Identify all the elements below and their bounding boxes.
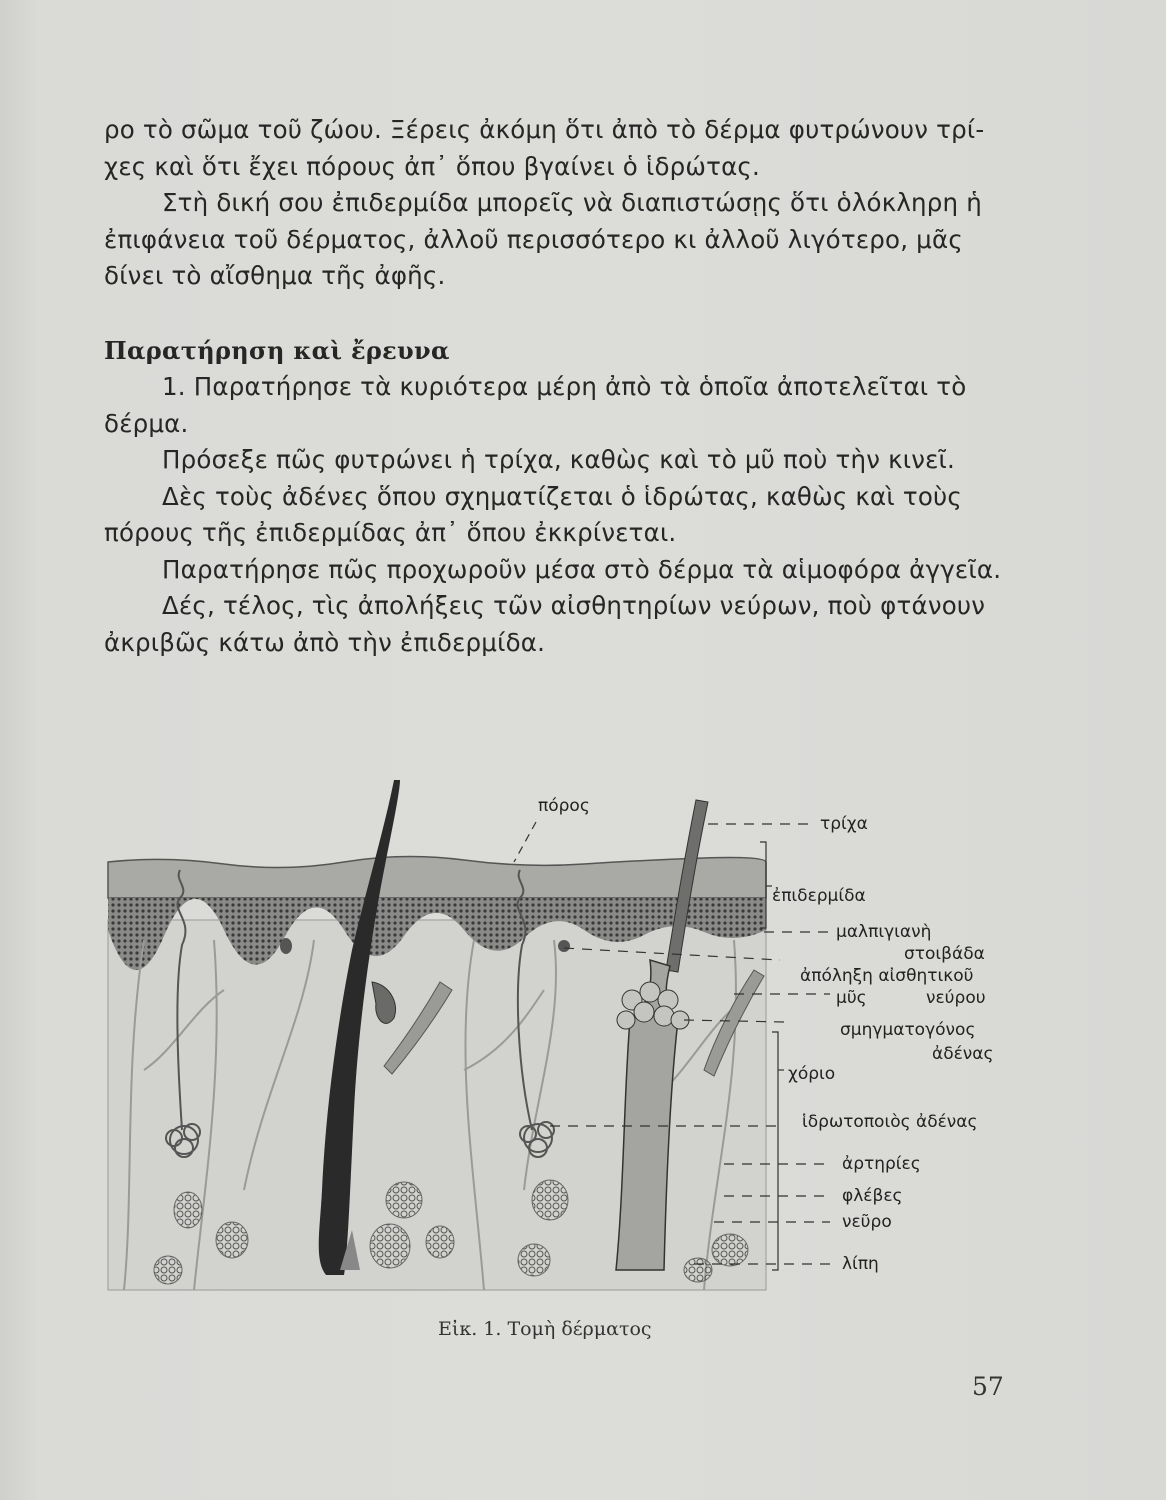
label-malpighian-layer: στοιβάδα	[904, 944, 985, 964]
label-veins: φλέβες	[842, 1186, 903, 1206]
label-fat: λίπη	[842, 1254, 879, 1274]
label-nerve-ending: ἀπόληξη αἰσθητικοῦ	[800, 966, 974, 986]
instruction-1: 1. Παρατήρησε τὰ κυριότερα μέρη ἀπὸ τὰ ὁποῖα ἀποτελεῖται τὸ δέρμα.	[104, 372, 967, 438]
label-nerve-ending-2: νεύρου	[926, 988, 986, 1008]
label-arteries: ἀρτηρίες	[842, 1154, 921, 1174]
instruction-4: Παρατήρησε πῶς προχωροῦν μέσα στὸ δέρμα τὰ αἱμοφόρα ἀγγεῖα.	[162, 554, 1002, 584]
epidermis-layer	[108, 856, 766, 898]
skin-diagram	[104, 770, 1044, 1310]
instruction-3: Δὲς τοὺς ἀδένες ὅπου σχηματίζεται ὁ ἱδρώτας, καθὼς καὶ τοὺς πόρους τῆς ἐπιδερμίδας ἀπ᾽ ὅπου ἐκκρίνεται.	[104, 481, 962, 547]
paragraph-1: ρο τὸ σῶμα τοῦ ζώου. Ξέρεις ἀκόμη ὅτι ἀπὸ τὸ δέρμα φυτρώνουν τρί-χες καὶ ὅτι ἔχει πόρους ἀπ᾽ ὅπου βγαίνει ὁ ἱδρώτας.	[104, 115, 985, 181]
label-dermis: χόριο	[788, 1064, 836, 1084]
instruction-5: Δές, τέλος, τὶς ἀπολήξεις τῶν αἰσθητηρίων νεύρων, ποὺ φτάνουν ἀκριβῶς κάτω ἀπὸ τὴν ἐπιδερμίδα.	[104, 591, 986, 657]
label-gland: ἀδένας	[932, 1044, 994, 1064]
label-epidermis: ἐπιδερμίδα	[772, 886, 866, 906]
label-nerve: νεῦρο	[842, 1212, 892, 1232]
label-sweat-gland: ἱδρωτοποιὸς ἀδένας	[802, 1112, 978, 1132]
figure-caption: Εἰκ. 1. Τομὴ δέρματος	[438, 1318, 652, 1340]
spacer	[104, 295, 1004, 333]
body-text	[104, 112, 1004, 661]
instruction-2: Πρόσεξε πῶς φυτρώνει ἡ τρίχα, καθὼς καὶ τὸ μῦ ποὺ τὴν κινεῖ.	[162, 445, 956, 474]
section-heading: Παρατήρηση καὶ ἔρευνα	[104, 335, 450, 365]
label-pore: πόρος	[538, 796, 590, 816]
label-hair: τρίχα	[820, 814, 868, 834]
page-number: 57	[972, 1372, 1004, 1401]
label-muscle: μῦς	[836, 988, 867, 1008]
skin-section-figure	[104, 770, 1044, 1310]
label-sebaceous: σμηγματογόνος	[840, 1020, 976, 1040]
label-malpighian: μαλπιγιανὴ	[836, 922, 932, 942]
paragraph-2: Στὴ δική σου ἐπιδερμίδα μπορεῖς νὰ διαπιστώσῃς ὅτι ὁλόκληρη ἡ ἐπιφάνεια τοῦ δέρματος, ἀλλοῦ περισσότερο κι ἀλλοῦ λιγότερο, μᾶς δίνει τὸ αἴσθημα τῆς ἀφῆς.	[104, 188, 982, 290]
